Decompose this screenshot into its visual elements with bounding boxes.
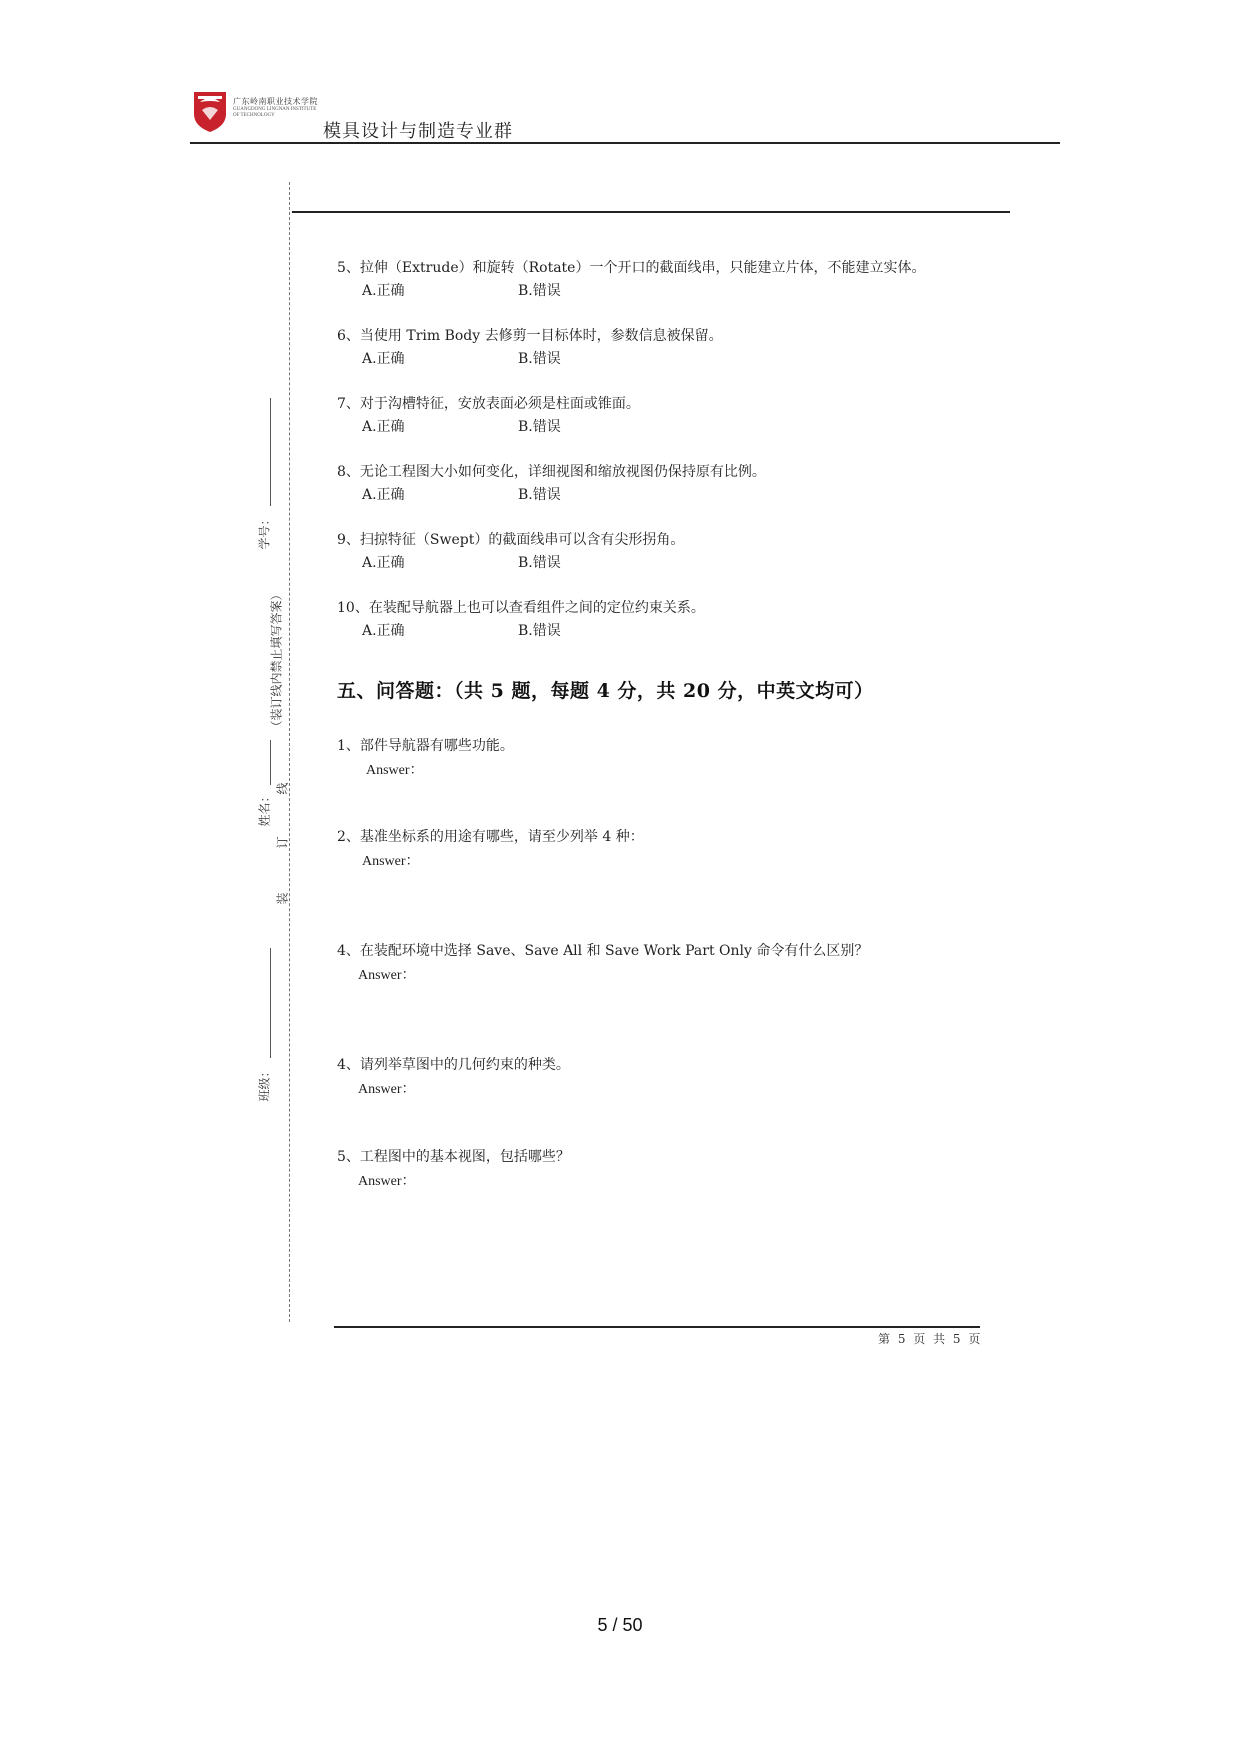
answer-label: Answer： <box>362 854 420 869</box>
option-true: A.正确 <box>362 419 405 435</box>
binding-dashed-line <box>289 182 290 1322</box>
qa-question-5: 5、工程图中的基本视图，包括哪些？ <box>337 1149 570 1165</box>
option-true: A.正确 <box>362 351 405 367</box>
school-name-en: GUANGDONG LINGNAN INSTITUTE OF TECHNOLOGY <box>233 107 317 118</box>
binding-warning: （装订线内禁止填写答案） <box>269 588 284 733</box>
qa-question-1: 1、部件导航器有哪些功能。 <box>337 738 514 754</box>
name-blank <box>270 740 271 785</box>
option-false: B.错误 <box>518 351 561 367</box>
binding-char-xian: 线 <box>275 782 290 795</box>
tf-question-9: 9、扫掠特征（Swept）的截面线串可以含有尖形拐角。 <box>337 532 685 548</box>
tf-question-6: 6、当使用 Trim Body 去修剪一目标体时，参数信息被保留。 <box>337 328 723 344</box>
tf-question-7: 7、对于沟槽特征，安放表面必须是柱面或锥面。 <box>337 396 640 412</box>
option-false: B.错误 <box>518 623 561 639</box>
qa-question-2: 2、基准坐标系的用途有哪些，请至少列举 4 种： <box>337 829 644 845</box>
option-true: A.正确 <box>362 623 405 639</box>
tf-question-8: 8、无论工程图大小如何变化，详细视图和缩放视图仍保持原有比例。 <box>337 464 766 480</box>
paper-page-number: 第 5 页 共 5 页 <box>878 1332 983 1346</box>
option-false: B.错误 <box>518 487 561 503</box>
answer-label: Answer： <box>366 763 424 778</box>
answer-label: Answer： <box>358 1082 416 1097</box>
student-id-label: 学号： <box>257 513 272 550</box>
header-rule <box>190 142 1060 144</box>
option-false: B.错误 <box>518 283 561 299</box>
qa-question-4: 4、请列举草图中的几何约束的种类。 <box>337 1057 570 1073</box>
tf-question-5: 5、拉伸（Extrude）和旋转（Rotate）一个开口的截面线串，只能建立片体，不能建立实体。 <box>337 260 926 276</box>
binding-char-zhuang: 装 <box>275 892 290 905</box>
tf-question-10: 10、在装配导航器上也可以查看组件之间的定位约束关系。 <box>337 600 705 616</box>
name-label: 姓名： <box>257 790 272 827</box>
paper-top-rule <box>292 211 1010 213</box>
option-true: A.正确 <box>362 487 405 503</box>
option-true: A.正确 <box>362 555 405 571</box>
class-label: 班级： <box>257 1065 272 1102</box>
option-false: B.错误 <box>518 419 561 435</box>
option-true: A.正确 <box>362 283 405 299</box>
student-id-blank <box>270 398 271 506</box>
binding-char-ding: 订 <box>275 836 290 849</box>
option-false: B.错误 <box>518 555 561 571</box>
paper-bottom-rule <box>334 1326 980 1328</box>
viewer-page-indicator: 5 / 50 <box>597 1615 643 1635</box>
answer-label: Answer： <box>358 1174 416 1189</box>
section-title: 五、问答题：（共 5 题，每题 4 分，共 20 分，中英文均可） <box>337 680 874 702</box>
school-logo <box>192 90 228 134</box>
class-blank <box>270 948 271 1058</box>
qa-question-3: 4、在装配环境中选择 Save、Save All 和 Save Work Part Only 命令有什么区别？ <box>337 943 869 959</box>
page-header-title: 模具设计与制造专业群 <box>323 121 513 142</box>
answer-label: Answer： <box>358 968 416 983</box>
school-name-cn: 广东岭南职业技术学院 <box>233 97 318 106</box>
